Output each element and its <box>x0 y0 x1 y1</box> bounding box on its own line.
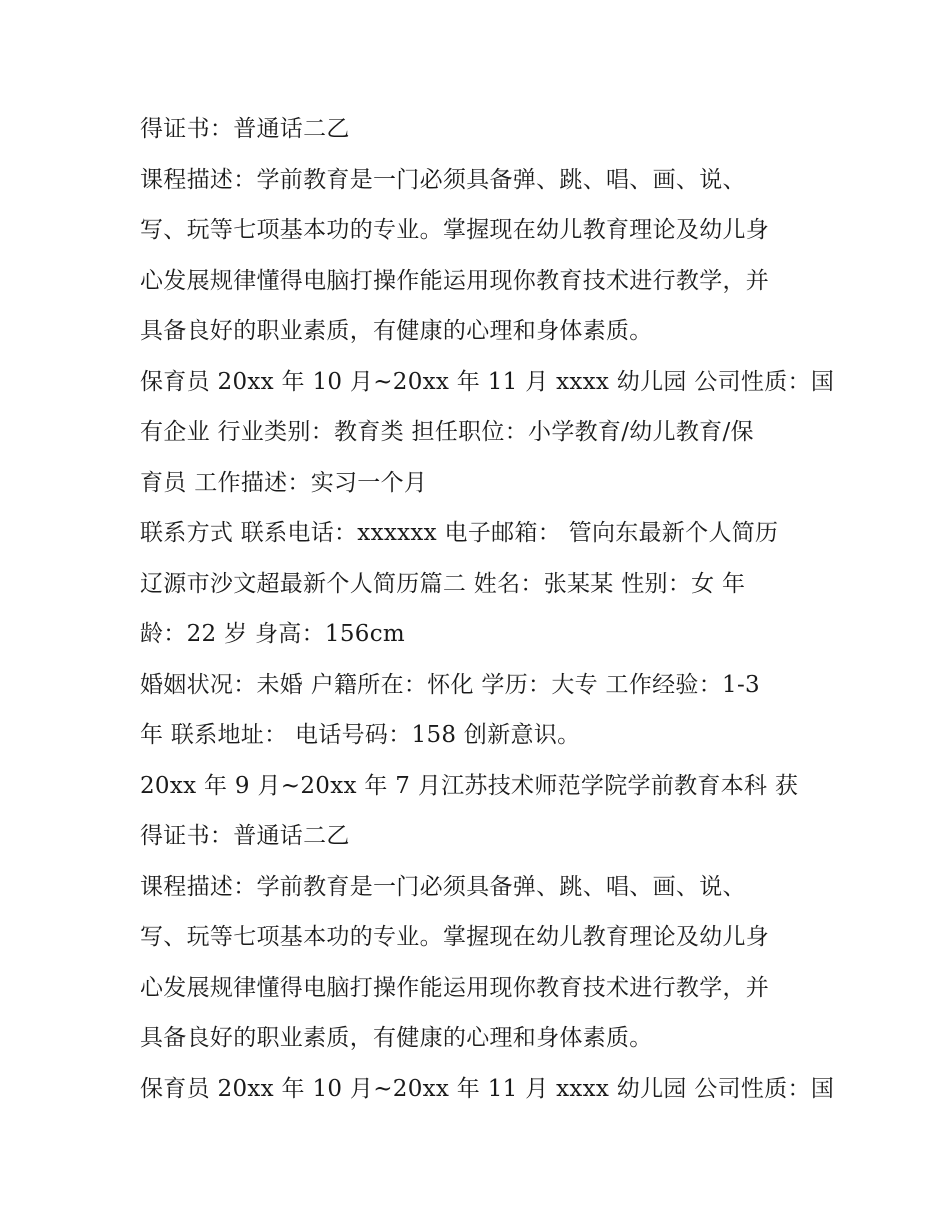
text-line: 写、玩等七项基本功的专业。掌握现在幼儿教育理论及幼儿身 <box>140 924 770 950</box>
text-line: 20xx 年 9 月~20xx 年 7 月江苏技术师范学院学前教育本科 获 <box>140 772 799 799</box>
paragraph-work-experience <box>140 357 835 509</box>
text-line: 得证书：普通话二乙 <box>140 823 350 849</box>
text-line: 课程描述：学前教育是一门必须具备弹、跳、唱、画、说、 <box>140 873 746 900</box>
text-line: 心发展规律懂得电脑打操作能运用现你教育技术进行教学，并 <box>140 974 770 1001</box>
text-line: 写、玩等七项基本功的专业。掌握现在幼儿教育理论及幼儿身 <box>140 217 770 243</box>
paragraph-education <box>140 761 820 862</box>
paragraph-contact <box>140 508 820 660</box>
text-line: 保育员 20xx 年 10 月~20xx 年 11 月 xxxx 幼儿园 公司性质：国 <box>140 1075 835 1102</box>
paragraph-course-description <box>140 155 820 357</box>
text-line: 年 联系地址： 电话号码：158 创新意识。 <box>140 722 581 748</box>
text-line: 联系方式 联系电话：xxxxxx 电子邮箱： 管向东最新个人简历 <box>140 520 779 546</box>
document-body <box>140 104 835 1114</box>
text-line: 有企业 行业类别：教育类 担任职位：小学教育/幼儿教育/保 <box>140 419 754 445</box>
text-line: 婚姻状况：未婚 户籍所在：怀化 学历：大专 工作经验：1-3 <box>140 671 760 698</box>
text-line: 龄：22 岁 身高：156cm <box>140 621 405 647</box>
text-line: 具备良好的职业素质，有健康的心理和身体素质。 <box>140 1025 653 1051</box>
paragraph-work-experience-repeat <box>140 1064 835 1115</box>
paragraph-course-description-repeat <box>140 862 820 1064</box>
text-line: 课程描述：学前教育是一门必须具备弹、跳、唱、画、说、 <box>140 166 746 193</box>
text-line: 保育员 20xx 年 10 月~20xx 年 11 月 xxxx 幼儿园 公司性质：国 <box>140 368 835 395</box>
text-line: 具备良好的职业素质，有健康的心理和身体素质。 <box>140 318 653 344</box>
text-line: 心发展规律懂得电脑打操作能运用现你教育技术进行教学，并 <box>140 267 770 294</box>
text-line: 育员 工作描述：实习一个月 <box>140 469 428 496</box>
paragraph-personal-info <box>140 660 820 761</box>
paragraph-certificate <box>140 104 820 155</box>
text-line: 得证书：普通话二乙 <box>140 116 350 142</box>
text-line: 辽源市沙文超最新个人简历篇二 姓名：张某某 性别：女 年 <box>140 570 746 597</box>
